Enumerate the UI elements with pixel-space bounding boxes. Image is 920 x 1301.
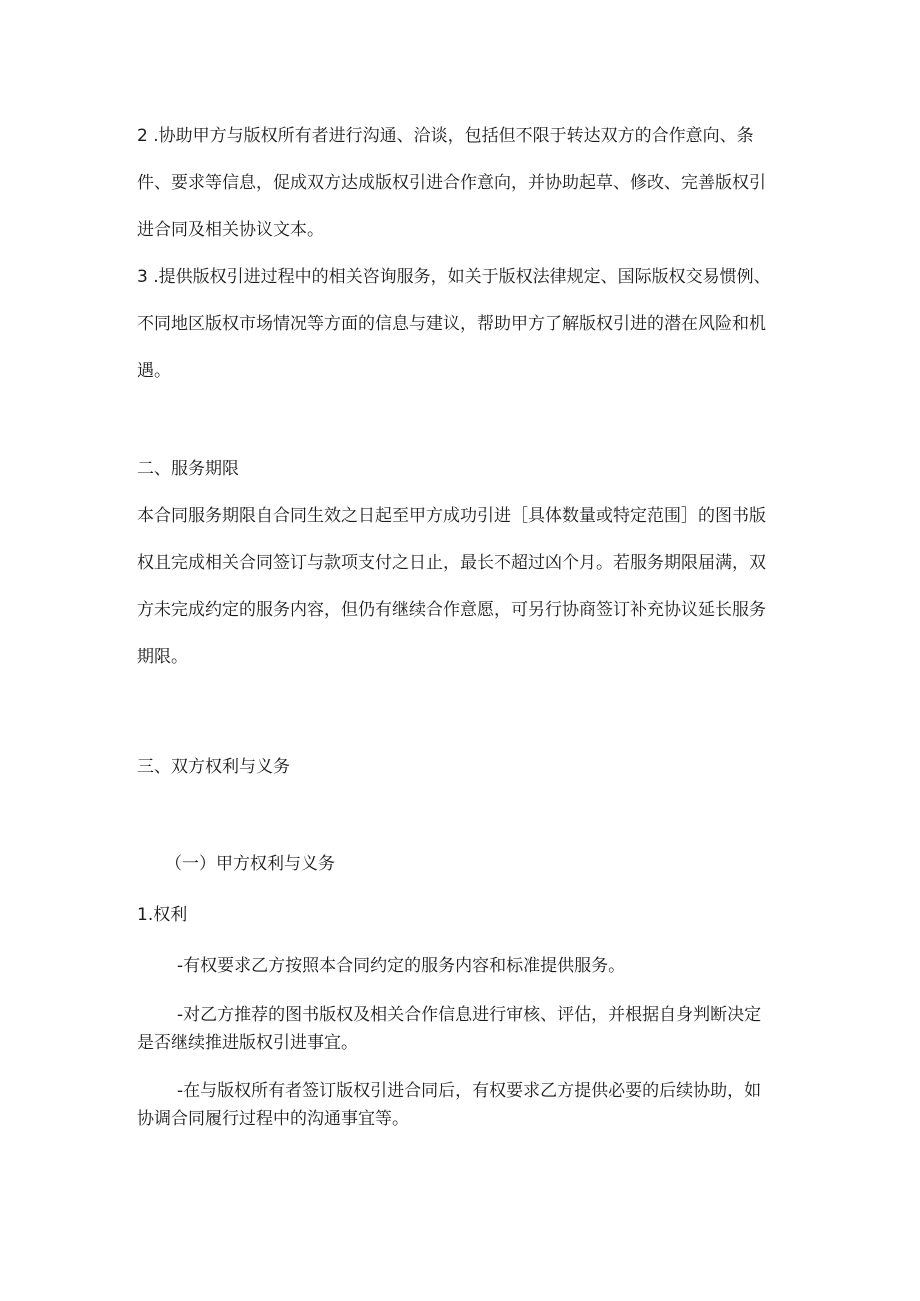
rights-block: [137, 901, 777, 929]
rights-title: 1.权利: [137, 905, 188, 925]
right-item-c-block: [137, 1077, 777, 1133]
section-service-term: [137, 446, 777, 681]
service-item-2: 2 .协助甲方与版权所有者进行沟通、洽谈，包括但不限于转达双方的合作意向、条件、要求等信息，促成双方达成版权引进合作意向，并协助起草、修改、完善版权引进合同及相关协议文本。: [137, 126, 766, 240]
service-content-block: [137, 113, 777, 395]
right-item-b-block: [137, 1001, 777, 1057]
service-item-3: 3 .提供版权引进过程中的相关咨询服务，如关于版权法律规定、国际版权交易惯例、不同地区版权市场情况等方面的信息与建议，帮助甲方了解版权引进的潜在风险和机遇。: [137, 267, 771, 381]
right-item-b: -对乙方推荐的图书版权及相关合作信息进行审核、评估，并根据自身判断决定是否继续推进版权引进事宜。: [137, 1005, 762, 1053]
section-rights-obligations: [137, 744, 777, 791]
right-item-a-block: [137, 952, 777, 980]
section-3-title: 三、双方权利与义务: [137, 757, 290, 777]
right-item-c: -在与版权所有者签订版权引进合同后，有权要求乙方提供必要的后续协助，如协调合同履行过程中的沟通事宜等。: [137, 1081, 762, 1129]
subsection-party-a: [137, 850, 777, 878]
section-2-body: 本合同服务期限自合同生效之日起至甲方成功引进［具体数量或特定范围］的图书版权且完成相关合同签订与款项支付之日止，最长不超过凶个月。若服务期限届满，双方未完成约定的服务内容，但仍有继续合作意愿，可另行协商签订补充协议延长服务期限。: [137, 506, 766, 667]
section-2-title: 二、服务期限: [137, 459, 239, 479]
right-item-a: -有权要求乙方按照本合同约定的服务内容和标准提供服务。: [177, 956, 626, 976]
subsection-1-title: （一）甲方权利与义务: [165, 854, 335, 874]
